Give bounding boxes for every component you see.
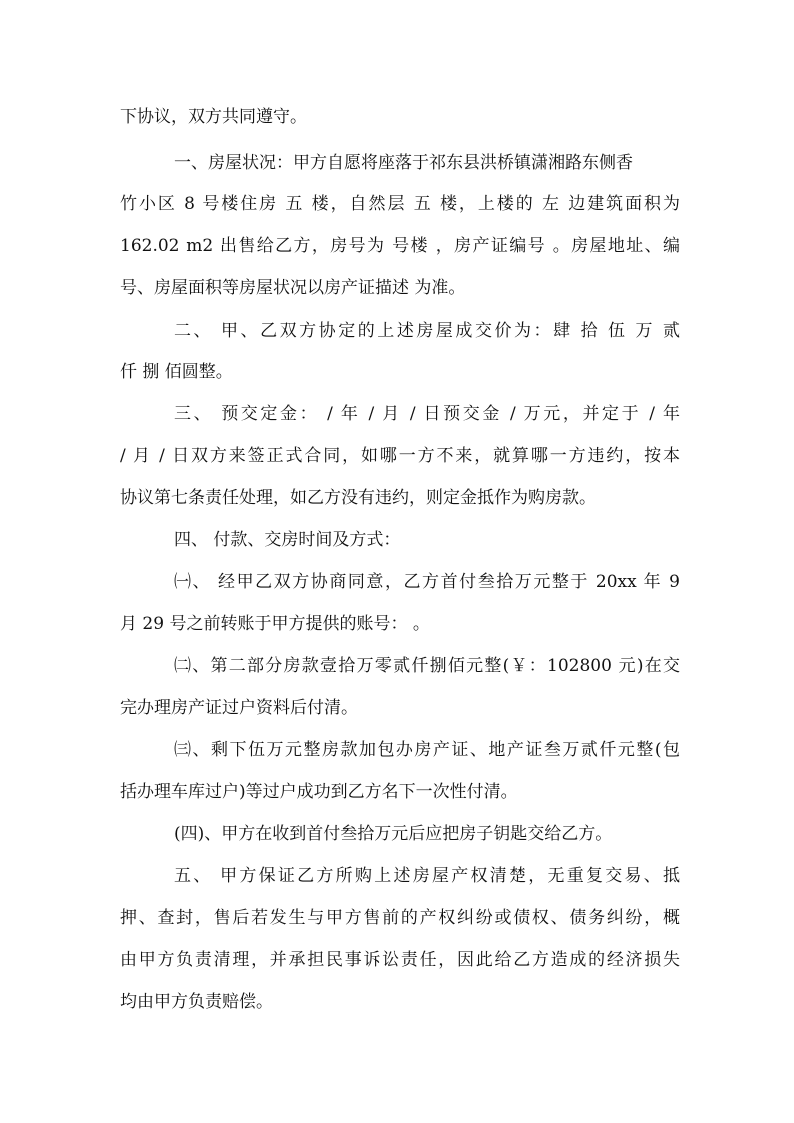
section-4-item-4: (四)、甲方在收到首付叁拾万元后应把房子钥匙交给乙方。 — [174, 824, 613, 844]
section-1-line-1: 一、房屋状况：甲方自愿将座落于祁东县洪桥镇潇湘路东侧香 — [174, 153, 633, 173]
section-2-line-2: 仟 捌 佰圆整。 — [120, 362, 233, 382]
section-4-item-2-line-1: ㈡、第二部分房款壹拾万零贰仟捌佰元整(￥：102800 元)在交 — [174, 656, 680, 676]
section-1-line-4: 号、房屋面积等房屋状况以房产证描述 为准。 — [120, 278, 466, 298]
section-3-line-1: 三、 预交定金： / 年 / 月 / 日预交金 / 万元，并定于 / 年 — [174, 404, 680, 424]
section-5-line-2: 押、查封，售后若发生与甲方售前的产权纠纷或债权、债务纠纷，概 — [120, 908, 680, 928]
section-1-line-2: 竹小区 8 号楼住房 五 楼，自然层 五 楼，上楼的 左 边建筑面积为 — [120, 194, 680, 214]
text-line-1: 下协议，双方共同遵守。 — [120, 107, 307, 127]
section-4-item-3-line-1: ㈢、剩下伍万元整房款加包办房产证、地产证叁万贰仟元整(包 — [174, 740, 680, 760]
section-4-item-1-line-1: ㈠、 经甲乙双方协商同意，乙方首付叁拾万元整于 20xx 年 9 — [174, 572, 680, 592]
section-2-line-1: 二、 甲、乙双方协定的上述房屋成交价为：肆 拾 伍 万 贰 — [174, 321, 680, 341]
section-5-line-4: 均由甲方负责赔偿。 — [120, 992, 273, 1012]
section-1-line-3: 162.02 m2 出售给乙方，房号为 号楼 ，房产证编号 。房屋地址、编 — [120, 236, 680, 256]
section-4-item-2-line-2: 完办理房产证过户资料后付清。 — [120, 698, 358, 718]
section-4-item-1-line-2: 月 29 号之前转账于甲方提供的账号： 。 — [120, 614, 430, 634]
section-4-item-3-line-2: 括办理车库过户)等过户成功到乙方名下一次性付清。 — [120, 782, 518, 802]
section-3-line-3: 协议第七条责任处理，如乙方没有违约，则定金抵作为购房款。 — [120, 488, 596, 508]
section-5-line-3: 由甲方负责清理，并承担民事诉讼责任，因此给乙方造成的经济损失 — [120, 950, 680, 970]
section-5-line-1: 五、 甲方保证乙方所购上述房屋产权清楚，无重复交易、抵 — [174, 866, 680, 886]
section-3-line-2: / 月 / 日双方来签正式合同，如哪一方不来，就算哪一方违约，按本 — [120, 446, 680, 466]
section-4-heading: 四、 付款、交房时间及方式： — [174, 530, 401, 550]
